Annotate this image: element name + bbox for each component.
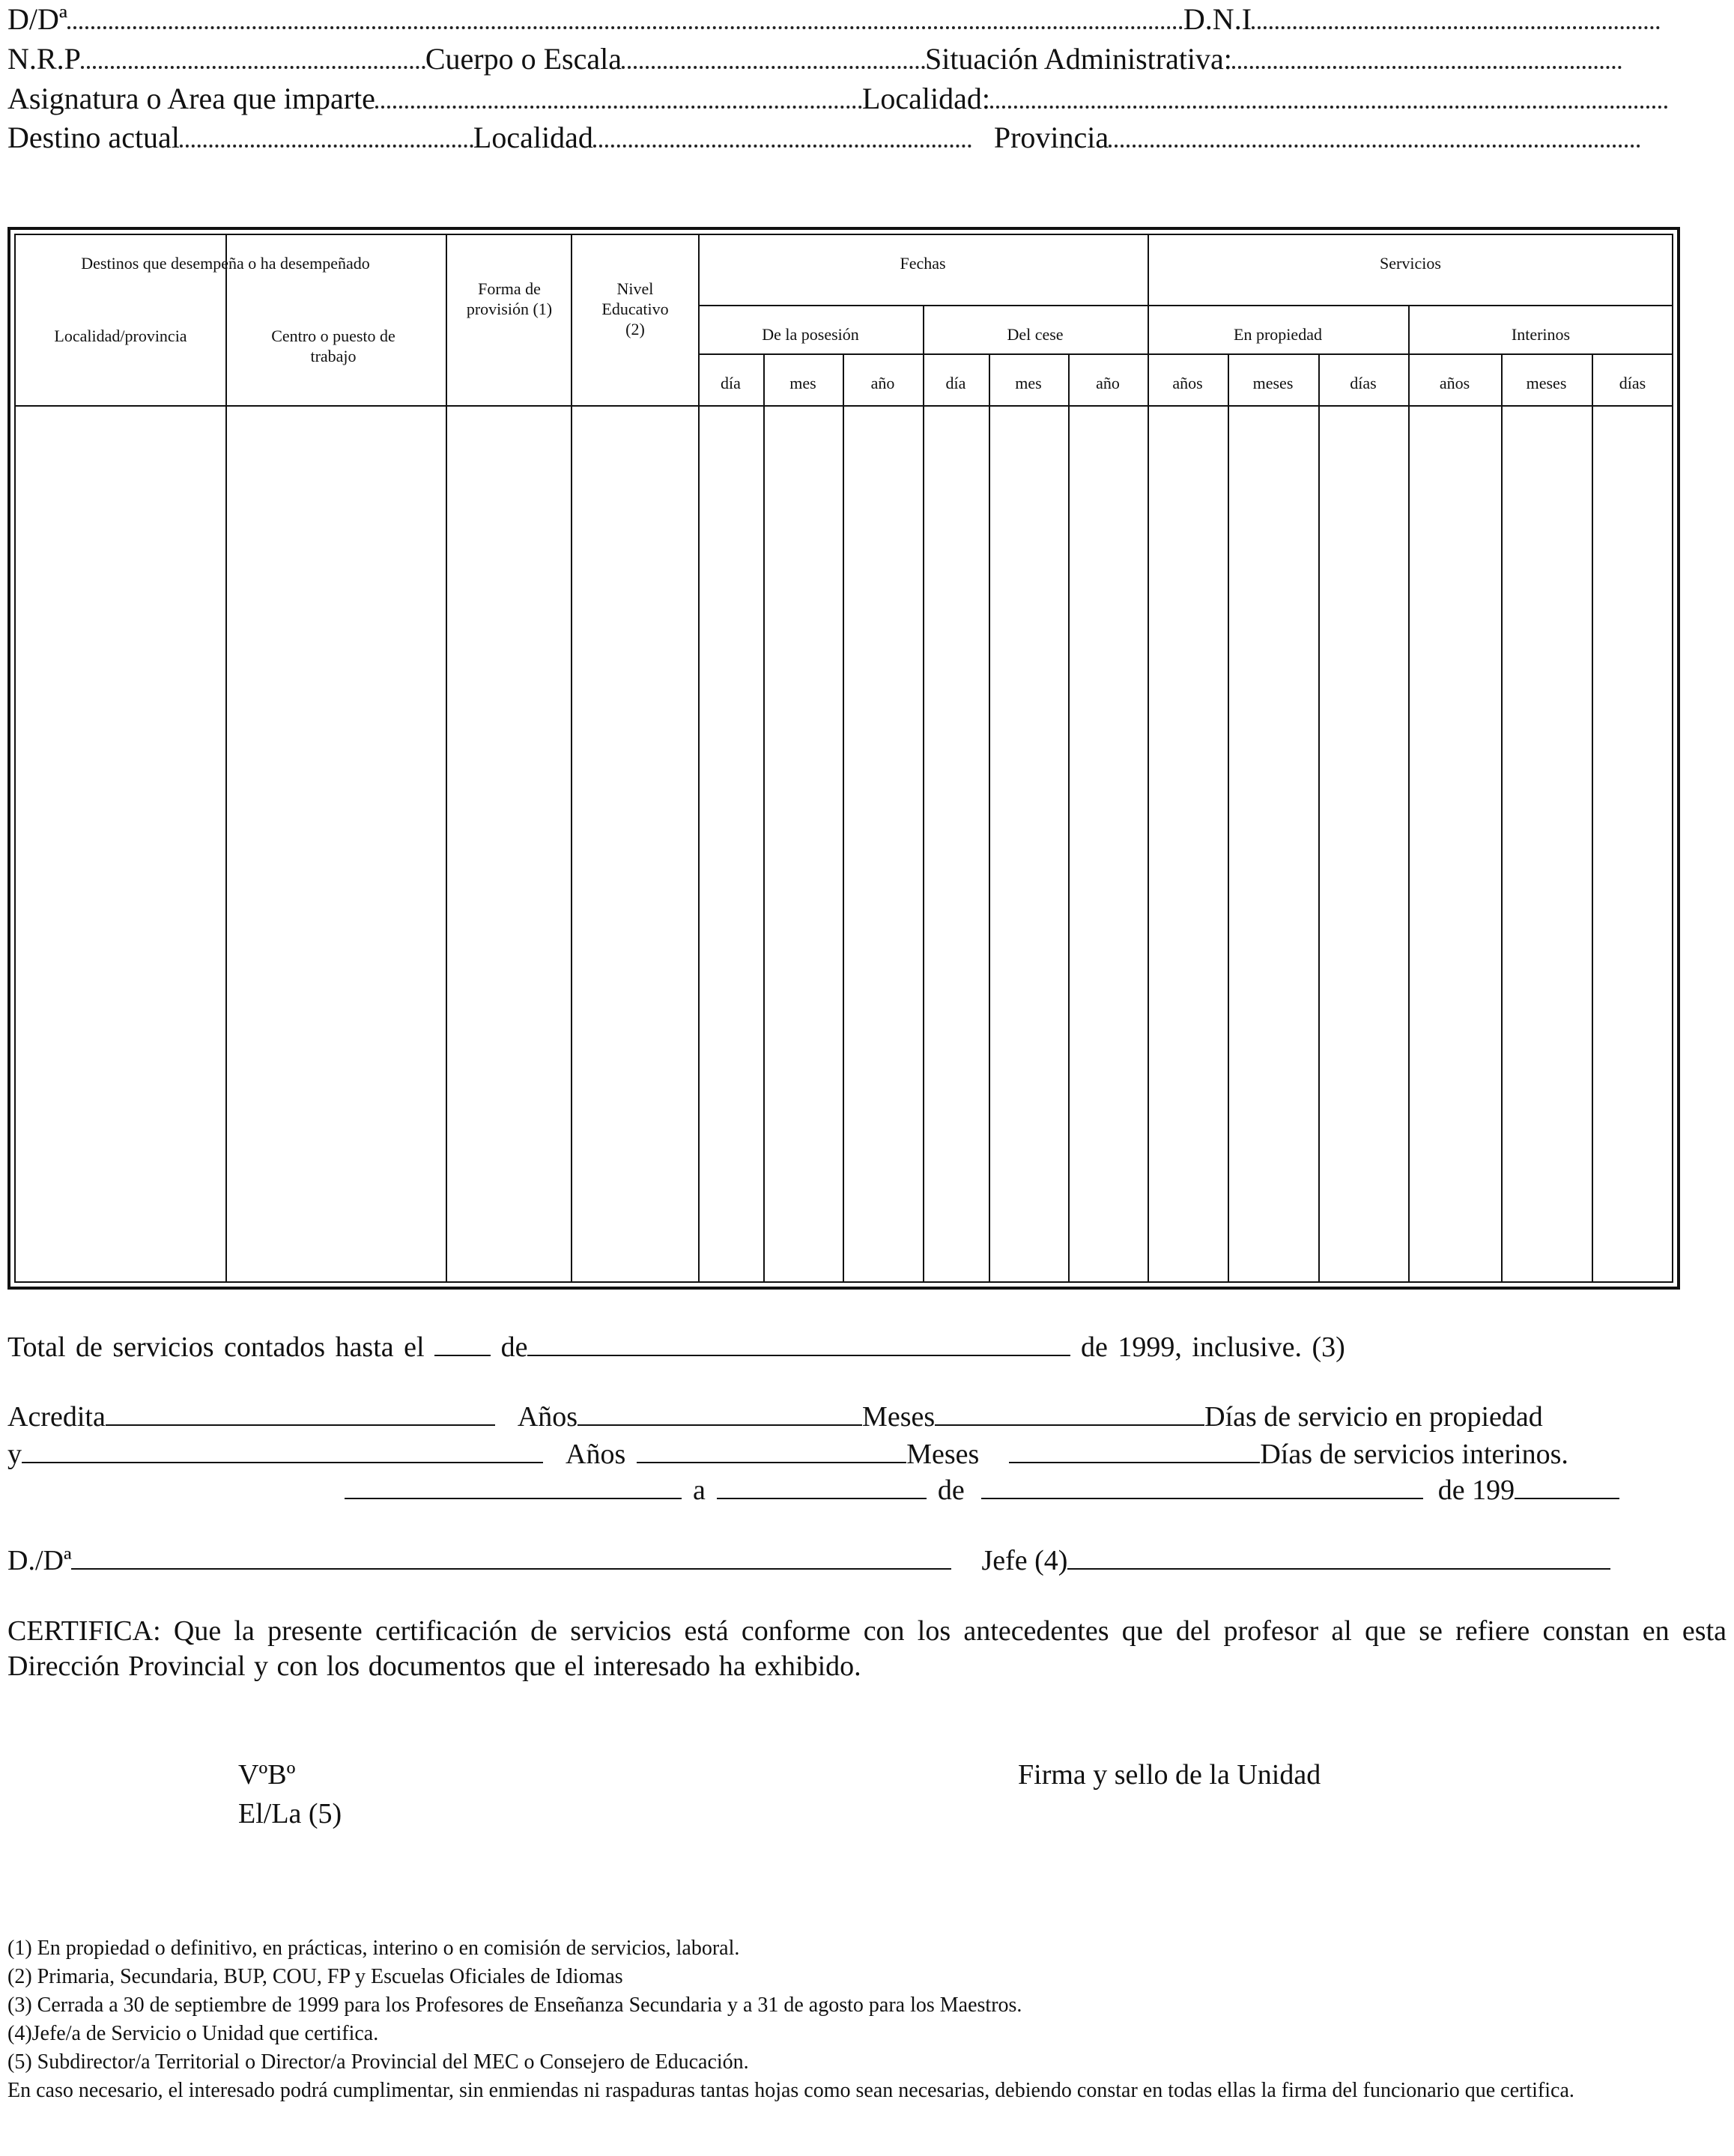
year-field[interactable]	[1515, 1472, 1619, 1499]
total-suffix: de 1999, inclusive. (3)	[1080, 1331, 1345, 1363]
header-line-2	[7, 41, 1622, 77]
th-sub: día	[721, 374, 741, 392]
situacion-field[interactable]	[1232, 43, 1622, 69]
meses-label: Meses	[862, 1401, 936, 1433]
vobo-label: VºBº	[238, 1759, 296, 1791]
month-field[interactable]	[981, 1472, 1423, 1499]
interinos-line	[7, 1436, 1568, 1471]
footnote-5: (5) Subdirector/a Territorial o Director/a Provincial del MEC o Consejero de Educación.	[7, 2050, 749, 2074]
asignatura-field[interactable]	[375, 83, 862, 109]
footnote-2: (2) Primaria, Secundaria, BUP, COU, FP y Escuelas Oficiales de Idiomas	[7, 1965, 623, 1988]
dni-field[interactable]	[1252, 4, 1660, 29]
total-line	[7, 1329, 1345, 1364]
th-sub: años	[1172, 374, 1203, 392]
col-line	[1318, 353, 1320, 1283]
col-line	[843, 353, 844, 1283]
destino-localidad-label: Localidad	[473, 121, 593, 154]
nrp-label: N.R.P	[7, 42, 81, 76]
header-line-3	[7, 81, 1668, 117]
col-line	[1228, 353, 1229, 1283]
dda-label: D/Dª	[7, 2, 67, 36]
footnote-6: En caso necesario, el interesado podrá cumplimentar, sin enmiendas ni raspaduras tantas hojas como sean necesarias, debiendo constar en todas ellas la firma del funcionario que certifica.	[7, 2079, 1574, 2102]
total-de: de	[500, 1331, 528, 1363]
dda-line	[7, 1543, 1610, 1577]
th-localidad-provincia: Localidad/provincia	[54, 327, 187, 345]
footnote-4: (4)Jefe/a de Servicio o Unidad que certifica.	[7, 2022, 379, 2045]
jefe-field[interactable]	[1067, 1543, 1610, 1570]
th-nivel-educativo: Nivel Educativo (2)	[601, 279, 669, 338]
a-label: a	[693, 1475, 706, 1506]
col-line	[571, 234, 572, 1283]
col-line	[923, 305, 924, 1283]
meses-label: Meses	[906, 1439, 980, 1470]
th-sub: año	[1096, 374, 1120, 392]
th-cese: Del cese	[1007, 325, 1064, 344]
th-fechas: Fechas	[900, 254, 946, 273]
dda-sign-label: D./Dª	[7, 1545, 72, 1576]
col-line	[763, 353, 765, 1283]
th-posesion: De la posesión	[762, 325, 859, 344]
anos-int-field[interactable]	[637, 1436, 906, 1463]
th-destinos: Destinos que desempeña o ha desempeñado	[81, 254, 370, 273]
anos-prop-field[interactable]	[578, 1399, 862, 1426]
th-centro: Centro o puesto de trabajo	[271, 327, 395, 365]
th-sub: día	[945, 374, 966, 392]
de-label: de	[937, 1475, 965, 1506]
cuerpo-field[interactable]	[622, 43, 925, 69]
anos-label: Años	[566, 1439, 626, 1470]
th-servicios: Servicios	[1380, 254, 1441, 273]
destino-field[interactable]	[180, 122, 473, 148]
ella-label: El/La (5)	[238, 1798, 342, 1829]
th-sub: días	[1619, 374, 1646, 392]
y-field[interactable]	[22, 1436, 543, 1463]
th-sub: años	[1439, 374, 1470, 392]
th-sub: meses	[1526, 374, 1567, 392]
row-line	[698, 305, 1673, 306]
row-line	[698, 353, 1673, 355]
total-day-field[interactable]	[434, 1329, 491, 1356]
dias-int-label: Días de servicios interinos.	[1260, 1439, 1568, 1470]
th-interinos: Interinos	[1511, 325, 1571, 344]
nrp-field[interactable]	[81, 43, 425, 69]
acredita-label: Acredita	[7, 1401, 106, 1433]
destino-label: Destino actual	[7, 121, 180, 154]
localidad-field[interactable]	[990, 83, 1668, 109]
meses-int-field[interactable]	[1009, 1436, 1260, 1463]
header-line-1	[7, 1, 1660, 37]
date-line	[345, 1472, 1619, 1507]
col-line	[989, 353, 990, 1283]
acredita-line	[7, 1399, 1543, 1433]
destino-localidad-field[interactable]	[593, 122, 971, 148]
th-sub: meses	[1252, 374, 1294, 392]
provincia-label: Provincia	[993, 121, 1109, 154]
y-label: y	[7, 1439, 22, 1470]
dias-prop-label: Días de servicio en propiedad	[1204, 1401, 1543, 1433]
anos-label: Años	[517, 1401, 578, 1433]
provincia-field[interactable]	[1109, 122, 1640, 148]
col-line	[1592, 353, 1593, 1283]
total-month-field[interactable]	[527, 1329, 1070, 1356]
th-sub: año	[870, 374, 895, 392]
th-sub: mes	[789, 374, 816, 392]
col-line	[1068, 353, 1070, 1283]
de199-label: de 199	[1437, 1475, 1515, 1506]
day-field[interactable]	[717, 1472, 927, 1499]
meses-prop-field[interactable]	[935, 1399, 1204, 1426]
th-sub: mes	[1015, 374, 1042, 392]
situacion-label: Situación Administrativa:	[924, 42, 1232, 76]
dni-label: D.N.I	[1183, 2, 1252, 36]
col-line	[446, 234, 447, 1283]
cuerpo-label: Cuerpo o Escala	[425, 42, 622, 76]
total-prefix: Total de servicios contados hasta el	[7, 1331, 425, 1363]
th-forma-provision: Forma de provisión (1)	[466, 279, 553, 318]
asignatura-label: Asignatura o Area que imparte	[7, 82, 375, 115]
footnote-1: (1) En propiedad o definitivo, en prácticas, interino o en comisión de servicios, laboral.	[7, 1937, 740, 1960]
th-propiedad: En propiedad	[1234, 325, 1322, 344]
th-sub: días	[1350, 374, 1377, 392]
header-line-4	[7, 120, 1640, 156]
col-line	[1501, 353, 1503, 1283]
place-field[interactable]	[345, 1472, 682, 1499]
certifica-text: CERTIFICA: Que la presente certificación de servicios está conforme con los antecedentes que del profesor al que se refiere constan en esta Dirección Provincial y con los documentos que el interesado ha exhibido.	[7, 1615, 1727, 1682]
dda-field[interactable]	[67, 4, 1183, 29]
col-line	[1408, 305, 1410, 1283]
acredita-field[interactable]	[106, 1399, 495, 1426]
jefe-label: Jefe (4)	[981, 1545, 1068, 1576]
localidad-label: Localidad:	[861, 82, 990, 115]
header-bottom-line	[14, 405, 1673, 407]
firma-label: Firma y sello de la Unidad	[1018, 1759, 1321, 1791]
dda-sign-field[interactable]	[71, 1543, 951, 1570]
footnote-3: (3) Cerrada a 30 de septiembre de 1999 para los Profesores de Enseñanza Secundaria y a 31 de agosto para los Maestros.	[7, 1993, 1022, 2017]
col-line	[225, 234, 227, 1283]
